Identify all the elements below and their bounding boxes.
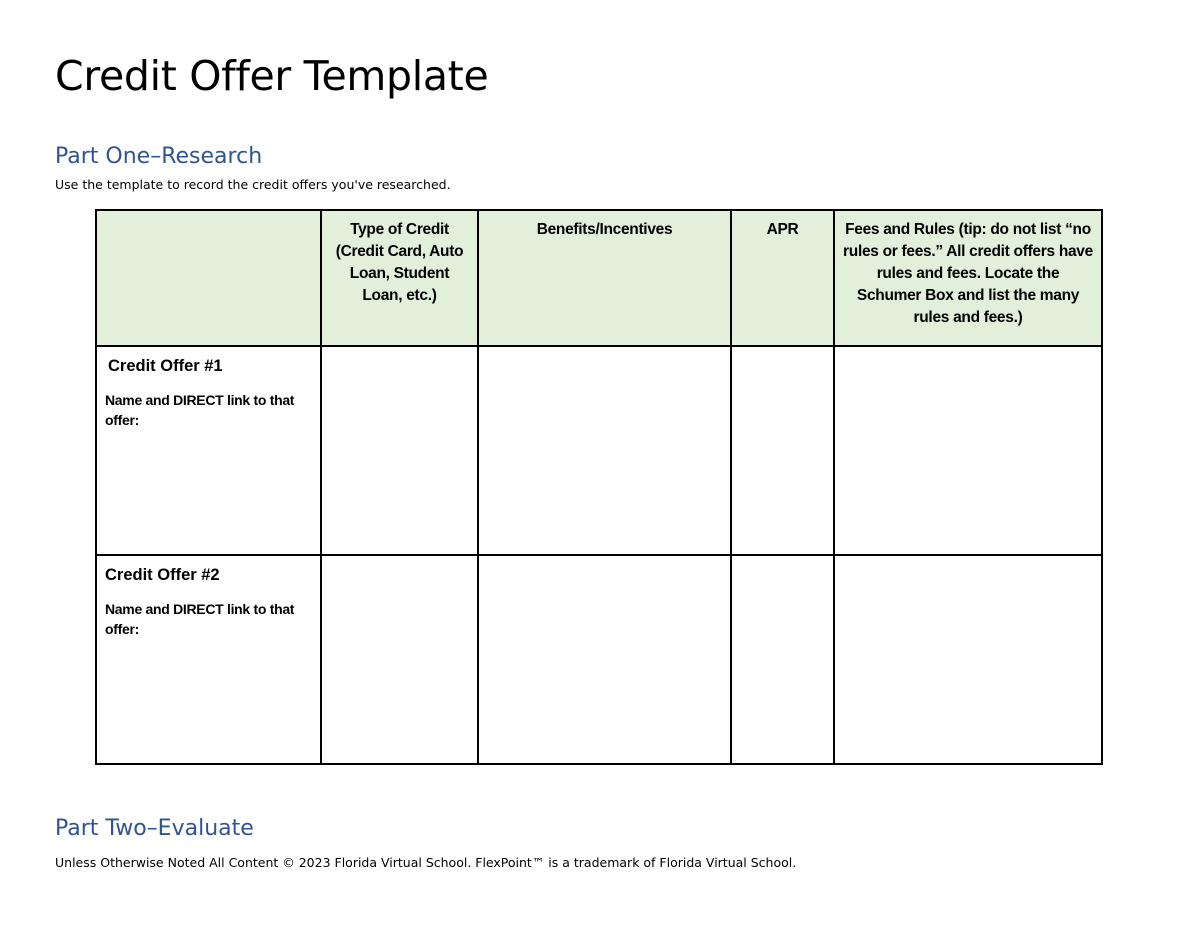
fees-and-rules-field[interactable]: [834, 555, 1102, 764]
apr-field[interactable]: [731, 346, 834, 555]
table-row: [96, 555, 1102, 764]
offer-label-cell: [96, 346, 321, 555]
apr-field[interactable]: [731, 555, 834, 764]
offer-title: Credit Offer #2: [105, 566, 220, 584]
offer-title: Credit Offer #1: [108, 357, 223, 375]
document-title: Credit Offer Template: [55, 52, 489, 100]
part-two-heading: Part Two–Evaluate: [55, 816, 254, 841]
offer-subtitle: Name and DIRECT link to that offer:: [105, 392, 295, 428]
credit-offer-table: [95, 209, 1103, 765]
offer-label-cell: [96, 555, 321, 764]
benefits-field[interactable]: [478, 346, 731, 555]
part-one-heading: Part One–Research: [55, 144, 263, 169]
table-row: [96, 346, 1102, 555]
header-cell-benefits: Benefits/Incentives: [478, 210, 731, 346]
fees-and-rules-field[interactable]: [834, 346, 1102, 555]
header-cell-apr: APR: [731, 210, 834, 346]
type-of-credit-field[interactable]: [321, 555, 478, 764]
header-cell-type-of-credit: Type of Credit (Credit Card, Auto Loan, Student Loan, etc.): [321, 210, 478, 346]
header-cell-fees-and-rules: Fees and Rules (tip: do not list “no rules or fees.” All credit offers have rules and fees. Locate the Schumer Box and list the many rules and fees.): [834, 210, 1102, 346]
table-header-row: [96, 210, 1102, 346]
benefits-field[interactable]: [478, 555, 731, 764]
offer-subtitle: Name and DIRECT link to that offer:: [105, 601, 295, 637]
part-one-intro: Use the template to record the credit offers you've researched.: [55, 177, 451, 192]
header-cell-blank: [96, 210, 321, 346]
type-of-credit-field[interactable]: [321, 346, 478, 555]
copyright-footer: Unless Otherwise Noted All Content © 2023 Florida Virtual School. FlexPoint™ is a trademark of Florida Virtual School.: [55, 855, 797, 870]
